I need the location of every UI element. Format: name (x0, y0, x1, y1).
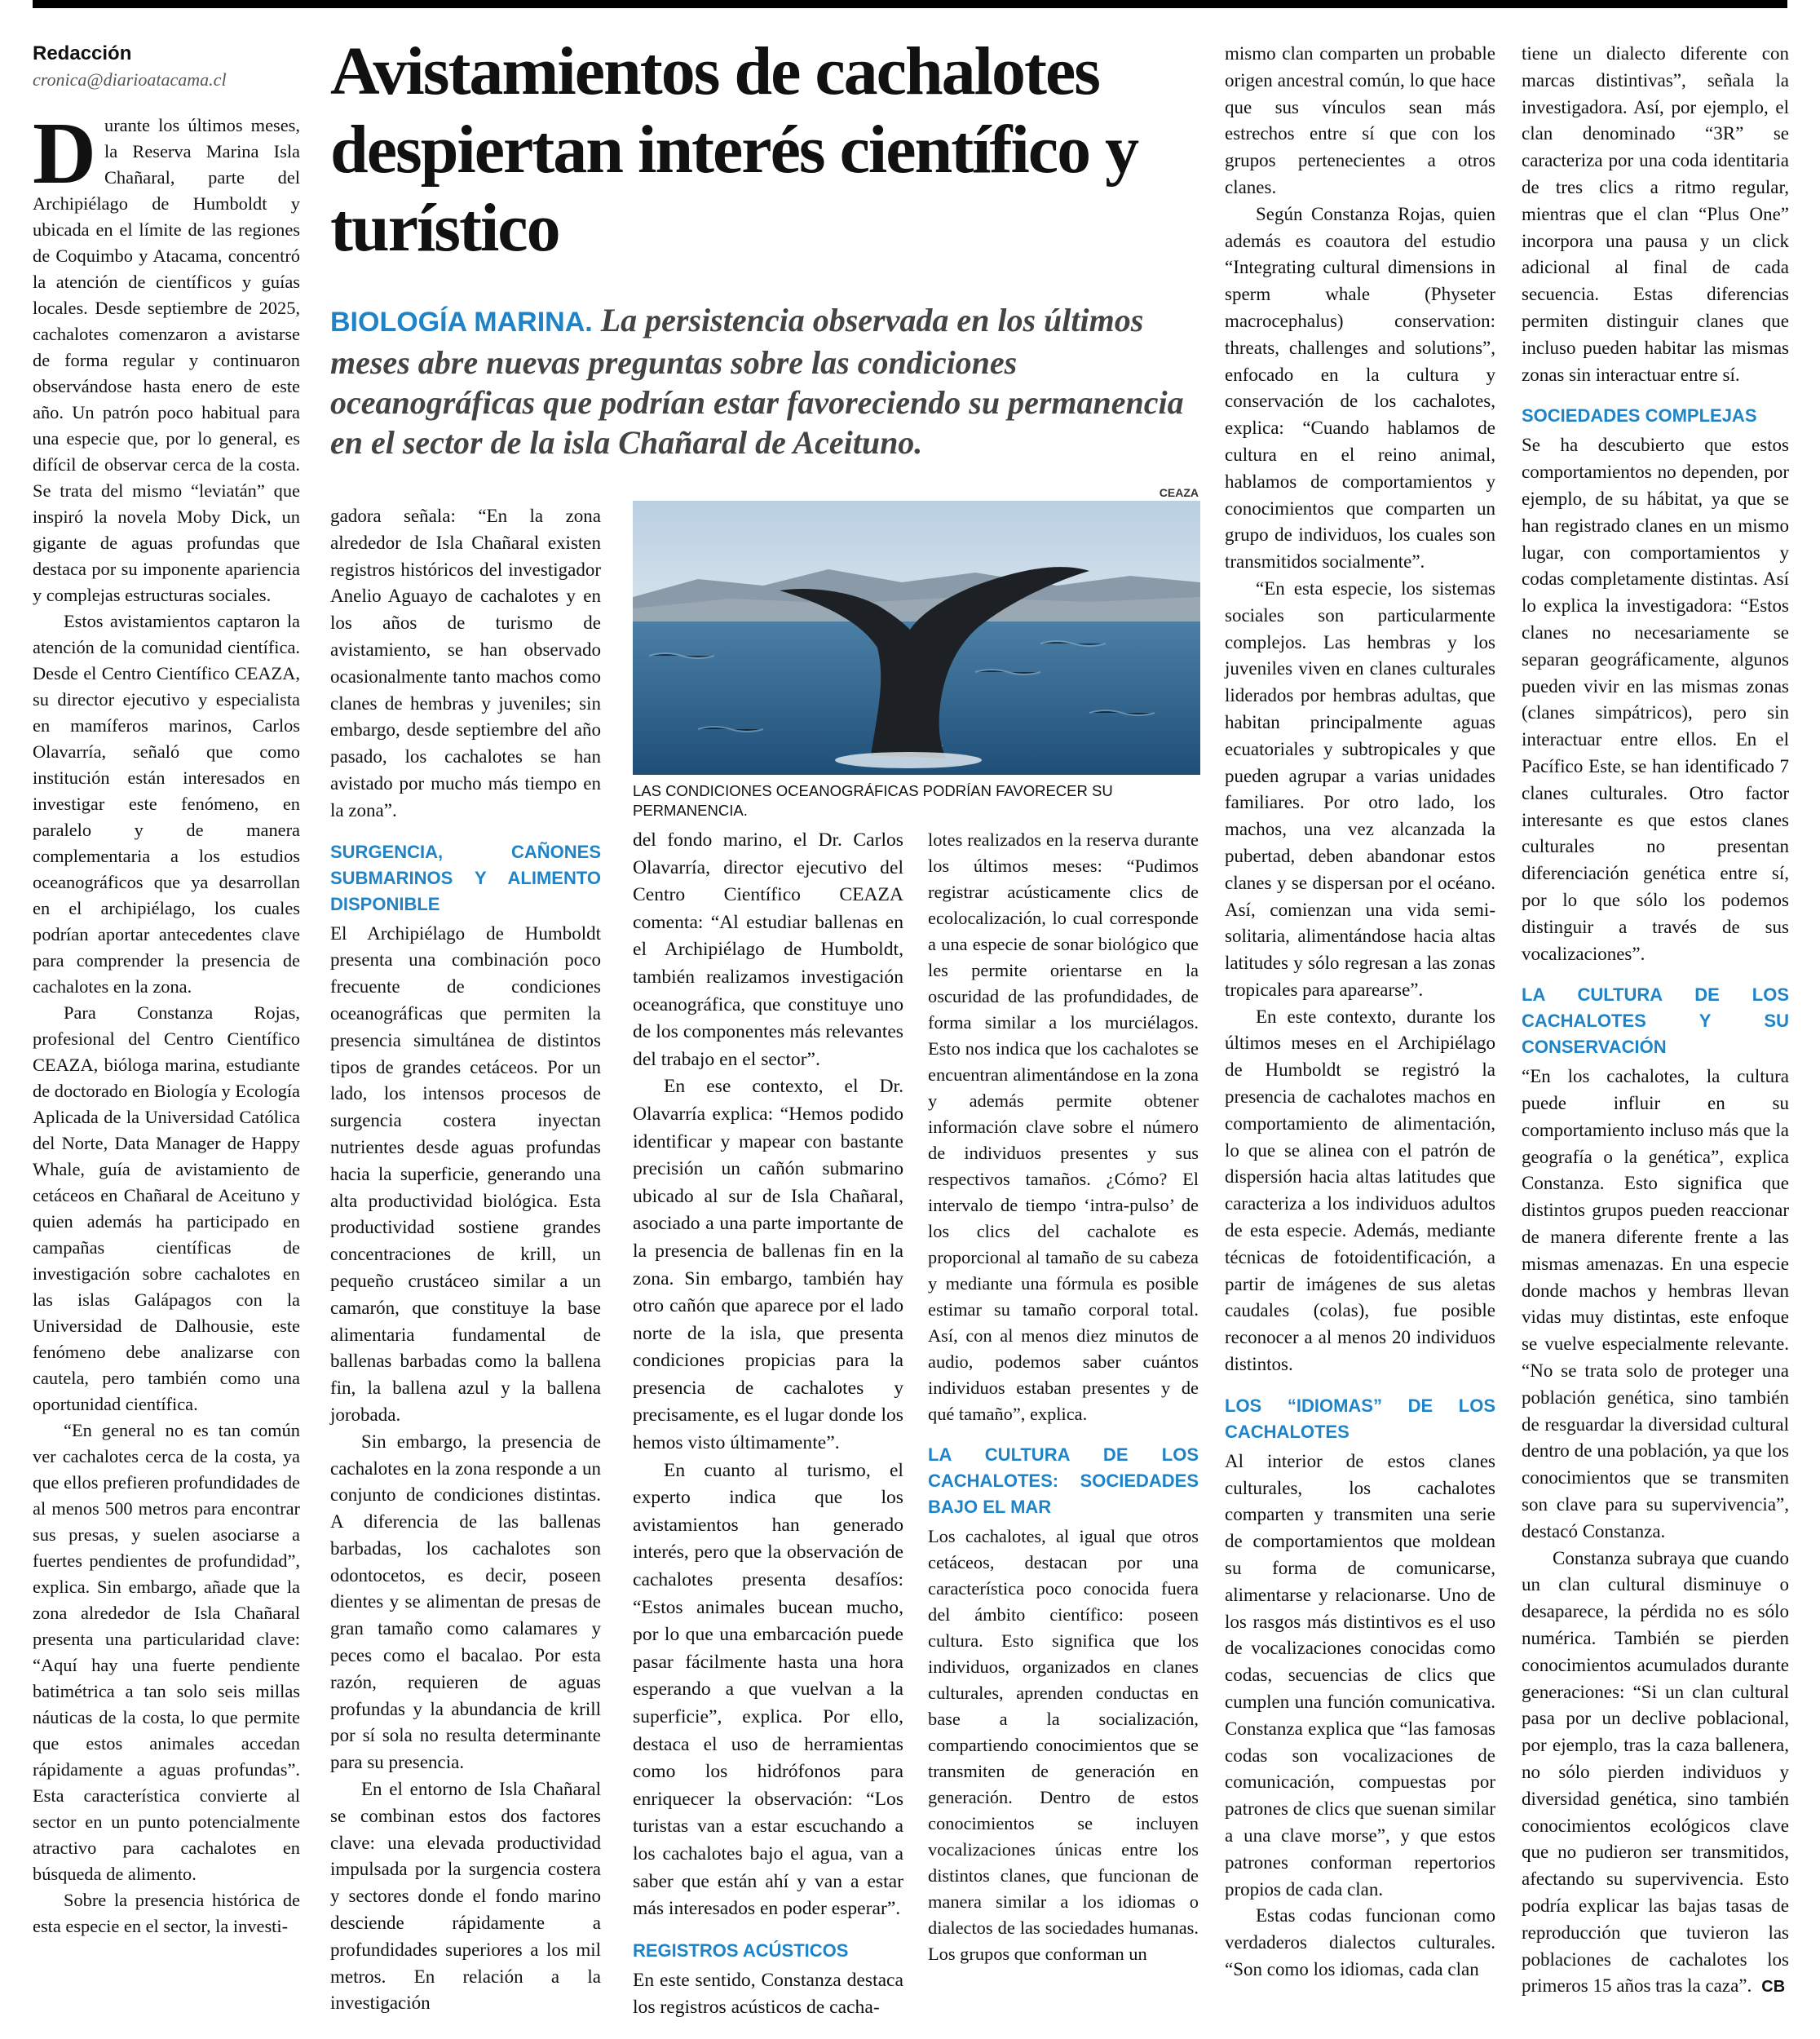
lead-paragraph: Durante los últimos meses, la Reserva Marina Isla Chañaral, parte del Archipiélago de Humboldt y ubicada en el límite de las regiones de Coquimbo y Atacama, concentró la atención de científicos y guías locales. Desde septiembre de 2025, cachalotes comenzaron a avistarse de forma regular y continuaron observándose hasta enero de este año. Un patrón poco habitual para una especie que, por lo general, es difícil de observar cerca de la costa. Se trata del mismo “leviatán” que inspiró la novela Moby Dick, un gigante de aguas profundas que destaca por su imponente apariencia y complejas estructuras sociales. (33, 105, 300, 605)
paragraph: El Archipiélago de Humboldt presenta una combinación poco frecuente de condiciones oceanográficas que permiten la presencia simultánea de distintos tipos de grandes cetáceos. Por un lado, los intensos procesos de surgencia costera inyectan nutrientes desde aguas profundas hacia la superficie, generando una alta productividad biológica. Esta productividad sostiene grandes concentraciones de krill, un pequeño crustáceo similar a un camarón, que constituye la base alimentaria fundamental de ballenas barbadas como la ballena fin, la ballena azul y la ballena jorobada. (330, 922, 601, 1425)
paragraph: Para Constanza Rojas, profesional del Centro Científico CEAZA, bióloga marina, estudiante de doctorado en Biología y Ecología Aplicada de la Universidad Católica del Norte, Data Manager de Happy Whale, guía de avistamiento de cetáceos en Chañaral de Aceituno y quien además ha participado en campañas científicas de investigación sobre cachalotes en las islas Galápagos con la Universidad de Dalhousie, este fenómeno debe analizarse con cautela, pero también como una oportunidad científica. (33, 1002, 300, 1414)
subhead: LA CULTURA DE LOS CACHALOTES: SOCIEDADES BAJO EL MAR (928, 1444, 1199, 1517)
column-6 (1522, 41, 1789, 2001)
whale-tail-icon (633, 501, 1200, 775)
paragraph: Se ha descubierto que estos comportamientos no dependen, por ejemplo, de su hábitat, ya que se han registrado clanes en un mismo lugar, con comportamientos y codas completamente distintas. Así lo explica la investigadora: “Estos clanes no necesariamente se separan geográficamente, algunos pueden vivir en las mismas zonas (clanes simpátricos), pero sin interactuar entre ellos. En el Pacífico Este, se han identificado 7 clanes culturales. Otro factor interesante es que estos clanes culturales no presentan diferenciación genética entre sí, por lo que sólo los podemos distinguir a través de sus vocalizaciones”. (1522, 435, 1789, 964)
section-kicker: BIOLOGÍA MARINA. (330, 307, 593, 338)
paragraph: gadora señala: “En la zona alrededor de Isla Chañaral existen registros históricos del investigador Anelio Aguayo de cachalotes y en los años de turismo de avistamiento, se han observado ocasionalmente tanto machos como clanes de hembras y juveniles; sin embargo, desde septiembre del año pasado, los cachalotes se han avistado por mucho más tiempo en la zona”. (330, 506, 601, 820)
paragraph: En este contexto, durante los últimos meses en el Archipiélago de Humboldt se registró la presencia de cachalotes machos en comportamiento de alimentación, lo que se alinea con el patrón de dispersión hacia altas latitudes que caracteriza a los individuos adultos de esta especie. Además, mediante técnicas de fotoidentificación, a partir de imágenes de sus aletas caudales (colas), fue posible reconocer a al menos 20 individuos distintos. (1225, 1006, 1495, 1375)
paragraph: En cuanto al turismo, el experto indica que los avistamientos han generado interés, pero que la observación de cachalotes presenta desafíos: “Estos animales bucean mucho, por lo que una embarcación puede pasar fácilmente hasta una hora esperando a que vuelvan a la superficie”, explica. Por ello, destaca el uso de herramientas como los hidrófonos para enriquecer la observación: “Los turistas van a estar escuchando a los cachalotes bajo el agua, van a saber que están ahí y van a estar más interesados en poder esperar”. (633, 1459, 903, 1920)
paragraph: Los cachalotes, al igual que otros cetáceos, destacan por una característica poco conocida fuera del ámbito científico: poseen cultura. Esto significa que los individuos, organizados en clanes culturales, aprenden conductas en base a la socialización, compartiendo conocimientos que se transmiten de generación en generación. Dentro de estos conocimientos se incluyen vocalizaciones únicas entre los distintos clanes, que funcionan de manera similar a los idiomas o dialectos de las sociedades humanas. Los grupos que conforman un (928, 1526, 1199, 1964)
paragraph: Constanza subraya que cuando un clan cultural disminuye o desaparece, la pérdida no es sólo numérica. También se pierden conocimientos acumulados durante generaciones: “Si un clan cultural pasa por un declive poblacional, por ejemplo, tras la caza ballenera, no sólo pierden individuos y diversidad genética, sino también conocimientos ecológicos clave que no pudieron ser transmitidos, afectando su supervivencia. Esto podría explicar las bajas tasas de reproducción que tuvieron las poblaciones de cachalotes los primeros 15 años tras la caza”. CB (1522, 1547, 1789, 1997)
photo-caption: LAS CONDICIONES OCEANOGRÁFICAS PODRÍAN FAVORECER SU PERMANENCIA. (633, 782, 1113, 819)
subhead: SOCIEDADES COMPLEJAS (1522, 405, 1757, 427)
paragraph: “En los cachalotes, la cultura puede influir en su comportamiento incluso más que la geografía o la genética”, explica Constanza. Esto significa que distintos grupos pueden reaccionar de manera diferente frente a las mismas amenazas. En una especie donde machos y hembras llevan vidas muy distintas, este enfoque se vuelve especialmente relevante. “No se trata solo de proteger una población genética, sino también de resguardar la diversidad cultural dentro de una población, ya que los conocimientos que se transmiten son clave para su supervivencia”, destacó Constanza. (1522, 1066, 1789, 1541)
byline-email[interactable]: cronica@diarioatacama.cl (33, 69, 227, 90)
paragraph: Estos avistamientos captaron la atención de la comunidad científica. Desde el Centro Científico CEAZA, su director ejecutivo y especialista en mamíferos marinos, Carlos Olavarría, señaló que como institución están interesados en investigar este fenómeno, en paralelo y de manera complementaria a los estudios oceanográficos que ya desarrollan en el archipiélago, los cuales podrían aportar antecedentes clave para comprender la presencia de cachalotes en la zona. (33, 611, 300, 997)
byline-name: Redacción (33, 42, 132, 64)
paragraph: “En esta especie, los sistemas sociales son particularmente complejos. Las hembras y los juveniles viven en clanes culturales liderados por hembras adultas, que habitan principalmente aguas ecuatoriales y subtropicales y que pueden agrupar a varias unidades familiares. Por otro lado, los machos, una vez alcanzada la pubertad, deben abandonar estos clanes y se dispersan por el océano. Así, comienzan una vida semi-solitaria, alimentándose hacia altas latitudes y sólo regresan a las zonas tropicales para aparearse”. (1225, 577, 1495, 1000)
paragraph: del fondo marino, el Dr. Carlos Olavarría, director ejecutivo del Centro Científico CEAZA comenta: “Al estudiar ballenas en el Archipiélago de Humboldt, también realizamos investigación oceanográfica, que constituye uno de los componentes más relevantes del trabajo en el sector”. (633, 829, 903, 1070)
paragraph: “En general no es tan común ver cachalotes cerca de la costa, ya que ellos prefieren profundidades de al menos 500 metros para encontrar sus presas, y suelen asociarse a fuertes pendientes de profundidad”, explica. Sin embargo, añade que la zona alrededor de Isla Chañaral presenta una particularidad clave: “Aquí hay una fuerte pendiente batimétrica a tan solo seis millas náuticas de la costa, lo que permite que estos animales accedan rápidamente a aguas profundas”. Esta característica convierte al sector en un punto potencialmente atractivo para cachalotes en búsqueda de alimento. (33, 1420, 300, 1884)
subhead: LA CULTURA DE LOS CACHALOTES Y SU CONSERVACIÓN (1522, 984, 1789, 1058)
subhead: LOS “IDIOMAS” DE LOS CACHALOTES (1225, 1395, 1495, 1442)
column-5 (1225, 41, 1495, 1984)
paragraph: En ese contexto, el Dr. Olavarría explica: “Hemos podido identificar y mapear con bastante precisión un cañón submarino ubicado al sur de Isla Chañaral, asociado a una parte importante de la presencia de ballenas fin en la zona. Sin embargo, también hay otro cañón que aparece por el lado norte de la isla, que presenta condiciones propicias para la presencia de cachalotes y precisamente, es el lugar donde los hemos visto últimamente”. (633, 1076, 903, 1454)
column-1 (33, 41, 300, 1939)
subhead: REGISTROS ACÚSTICOS (633, 1939, 849, 1961)
column-3 (633, 827, 903, 2022)
paragraph: En el entorno de Isla Chañaral se combinan estos dos factores clave: una elevada productividad impulsada por la surgencia costera y sectores donde el fondo marino desciende rápidamente a profundidades superiores a los mil metros. En relación a la investigación (330, 1779, 601, 2014)
paragraph: Estas codas funcionan como verdaderos dialectos culturales. “Son como los idiomas, cada clan (1225, 1905, 1495, 1979)
deck-text: La persistencia observada en los últimos meses abre nuevas preguntas sobre las condiciones oceanográficas que podrían estar favoreciendo su permanencia en el sector de la isla Chañaral de Aceituno. (330, 302, 1184, 461)
drop-cap: D (33, 105, 96, 202)
paragraph: tiene un dialecto diferente con marcas distintivas”, señala la investigadora. Así, por ejemplo, el clan denominado “3R” se caracteriza por una coda identitaria de tres clics a ritmo regular, mientras que el clan “Plus One” incorpora una pausa y un click adicional al final de cada secuencia. Estas diferencias permiten distinguir clanes que incluso pueden habitar las mismas zonas sin interactuar entre sí. (1522, 43, 1789, 385)
paragraph: Sin embargo, la presencia de cachalotes en la zona responde a un conjunto de condiciones distintas. A diferencia de las ballenas barbadas, los cachalotes son odontocetos, es decir, poseen dientes y se alimentan de presas de gran tamaño como calamares y peces como el bacalao. Por esta razón, requieren de aguas profundas y la abundancia de krill por sí sola no resulta determinante para su presencia. (330, 1431, 601, 1773)
paragraph: Según Constanza Rojas, quien además es coautora del estudio “Integrating cultural dimensions in sperm whale (Physeter macrocephalus) conservation: threats, challenges and solutions”, enfocado en la cultura y conservación de los cachalotes, explica: “Cuando hablamos de cultura en el reino animal, hablamos de comportamientos y conocimientos que comparten un grupo de individuos, los cuales son transmitidos socialmente”. (1225, 203, 1495, 573)
end-mark: CB (1761, 1978, 1786, 1997)
paragraph: Sobre la presencia histórica de esta especie en el sector, la investi- (33, 1890, 300, 1936)
paragraph: mismo clan comparten un probable origen ancestral común, lo que hace que sus vínculos sean más estrechos entre sí que con los grupos pertenecientes a otros clanes. (1225, 43, 1495, 197)
photo-whale-tail (633, 501, 1200, 775)
photo-credit: CEAZA (1159, 486, 1199, 499)
subhead: SURGENCIA, CAÑONES SUBMARINOS Y ALIMENTO DISPONIBLE (330, 841, 601, 914)
headline: Avistamientos de cachalotes despiertan interés científico y turístico (330, 33, 1138, 266)
paragraph: En este sentido, Constanza destaca los registros acústicos de cacha- (633, 1969, 903, 2019)
top-rule (33, 0, 1787, 8)
column-2 (330, 503, 601, 2017)
deck (330, 300, 1211, 462)
paragraph: Al interior de estos clanes culturales, los cachalotes comparten y transmiten una serie de comportamientos que moldean su forma de comunicarse, alimentarse y relacionarse. Uno de los rasgos más distintivos es el uso de vocalizaciones conocidas como codas, secuencias de clics que cumplen una función comunicativa. Constanza explica que “las famosas codas son vocalizaciones de comunicación, compuestas por patrones de clics que suenan similar a una clave morse”, y que estos patrones conforman repertorios propios de cada clan. (1225, 1450, 1495, 1900)
column-4 (928, 827, 1199, 1967)
paragraph: lotes realizados en la reserva durante los últimos meses: “Pudimos registrar acústicamente clics de ecolocalización, lo cual corresponde a una especie de sonar biológico que les permite orientarse en la oscuridad de las profundidades, de forma similar a los murciélagos. Esto nos indica que los cachalotes se encuentran alimentándose en la zona y además permite obtener información clave sobre el número de individuos presentes y sus respectivos tamaños. ¿Cómo? El intervalo de tiempo ‘intra-pulso’ de los clics del cachalote es proporcional al tamaño de su cabeza y mediante una fórmula es posible estimar su tamaño corporal total. Así, con al menos diez minutos de audio, podemos saber cuántos individuos estaban presentes y de qué tamaño”, explica. (928, 829, 1199, 1424)
